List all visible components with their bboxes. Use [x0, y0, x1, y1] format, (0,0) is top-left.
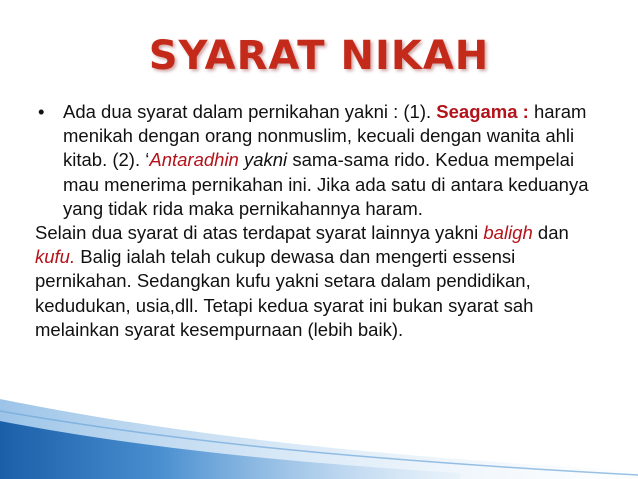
kufu-term: kufu.	[35, 246, 76, 268]
yakni-term: yakni	[243, 149, 288, 171]
paragraph	[35, 221, 610, 342]
bullet-item	[35, 100, 610, 221]
slide-body	[35, 100, 610, 342]
para-text-1: Selain dua syarat di atas terdapat syarat lainnya yakni	[35, 222, 484, 244]
para-text-3: Balig ialah telah cukup dewasa dan mengerti essensi pernikahan. Sedangkan kufu yakni setara dalam pendidikan, kedudukan, usia,dll. Tetapi kedua syarat ini bukan syarat sah melainkan syarat kesempurnaan (lebih baik).	[35, 246, 534, 340]
bullet-text-4: sama-sama rido. Kedua mempelai mau menerima pernikahan ini. Jika ada satu di antara keduanya yang tidak rida maka pernikahannya haram.	[63, 149, 589, 219]
baligh-term: baligh	[483, 222, 533, 244]
bullet-text-2: haram menikah dengan orang nonmuslim, kecuali dengan wanita ahli kitab. (2). ‘	[63, 101, 587, 171]
slide-title: SYARAT NIKAH	[148, 33, 490, 79]
bullet-icon: •	[38, 101, 45, 122]
antaradhin-term: Antaradhin	[149, 149, 239, 171]
bottom-wave-decoration	[0, 359, 638, 479]
seagama-term: Seagama :	[436, 101, 529, 122]
bullet-text-1: Ada dua syarat dalam pernikahan yakni : (1).	[63, 101, 437, 122]
para-text-2: dan	[532, 222, 569, 244]
